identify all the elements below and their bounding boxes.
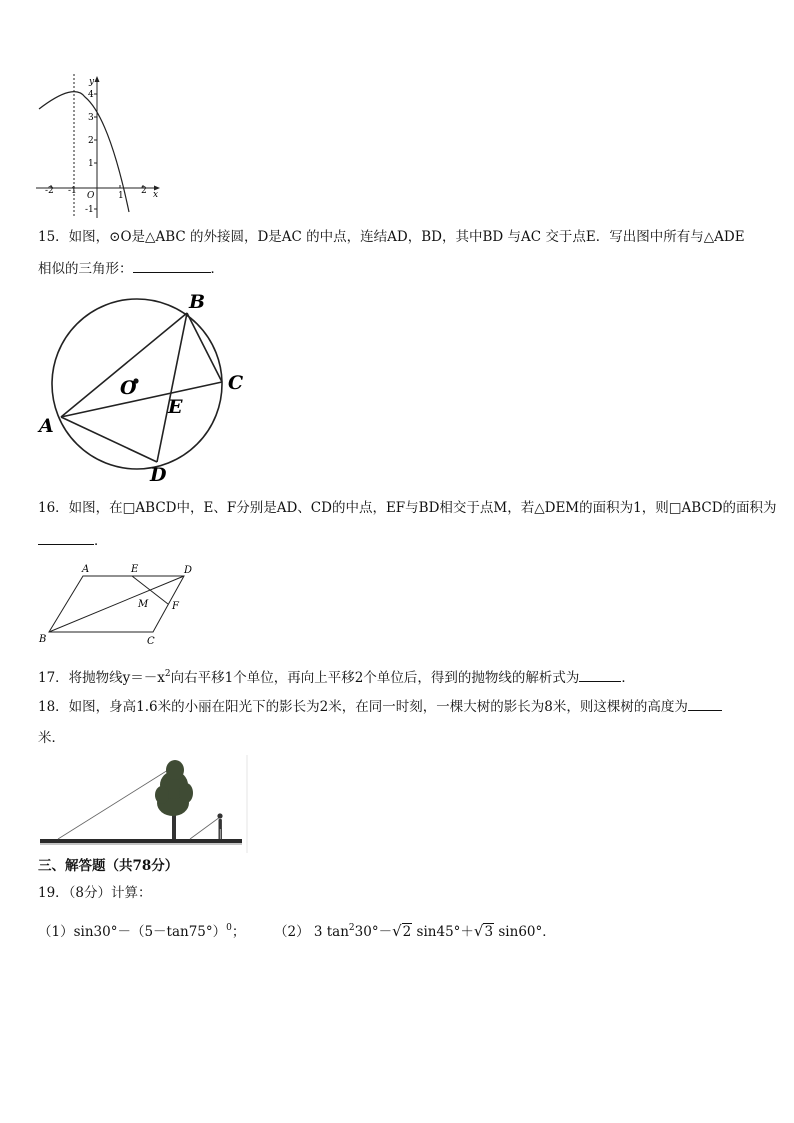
- label-D: D: [184, 565, 193, 576]
- q19-part2: （2） 3 tan: [273, 924, 349, 940]
- y-tick-1: 1: [88, 159, 94, 169]
- x-tick-neg1: -1: [68, 186, 77, 196]
- label-C: C: [228, 372, 244, 394]
- x-tick-2: 2: [141, 186, 147, 196]
- q16-line2: ．: [38, 531, 108, 550]
- label-D: D: [150, 464, 167, 486]
- q15-answer-blank[interactable]: [133, 259, 211, 273]
- q16-answer-blank[interactable]: [38, 531, 94, 545]
- label-B: B: [189, 291, 206, 313]
- y-label: y: [89, 77, 95, 87]
- y-axis-arrow: [95, 76, 100, 82]
- q15-line1: 15．如图，⊙O是△ABC 的外接圆，D是AC 的中点，连结AD，BD，其中BD 与AC 交于点E．写出图中所有与△ADE: [38, 229, 745, 245]
- q18-line2: 米．: [38, 730, 65, 746]
- parallelogram-diagram: [36, 560, 201, 650]
- tree-shadow-picture: [38, 755, 248, 853]
- label-B: B: [39, 634, 47, 645]
- label-F: F: [172, 601, 179, 612]
- circle-diagram: [36, 286, 251, 486]
- q17-answer-blank[interactable]: [579, 668, 621, 682]
- q16-line1: 16．如图，在□ABCD中，E、F分别是AD、CD的中点，EF与BD相交于点M，若△DEM的面积为1，则□ABCD的面积为: [38, 500, 777, 516]
- sqrt-symbol: √: [473, 922, 484, 940]
- q15-prompt: 相似的三角形：: [38, 261, 133, 277]
- y-tick-neg1: -1: [85, 205, 94, 215]
- sqrt2-radicand: 2: [402, 924, 412, 940]
- parabola-graph: [36, 72, 164, 220]
- ground: [40, 839, 242, 843]
- y-tick-3: 3: [88, 113, 94, 123]
- q18-answer-blank[interactable]: [688, 697, 722, 711]
- y-tick-2: 2: [88, 136, 94, 146]
- label-A: A: [39, 415, 54, 437]
- q18-line1: 18．如图，身高1.6米的小丽在阳光下的影长为2米，在同一时刻，一棵大树的影长为8米，则这棵树的高度为: [38, 697, 722, 716]
- label-O: O: [120, 377, 137, 399]
- section-title: 三、解答题（共78分）: [38, 858, 179, 874]
- q19-part1: （1）sin30°－（5－tan75°）: [38, 924, 227, 940]
- label-A: A: [82, 564, 90, 575]
- label-C: C: [147, 636, 155, 647]
- label-E: E: [131, 564, 139, 575]
- label-E: E: [168, 396, 183, 418]
- q15-line2: 相似的三角形： ．: [38, 261, 224, 277]
- x-label: x: [153, 190, 159, 200]
- circumcircle: [52, 299, 222, 469]
- x-tick-neg2: -2: [45, 186, 54, 196]
- origin-label: O: [87, 191, 95, 201]
- q19-title: 19．（8分）计算：: [38, 885, 152, 901]
- y-tick-4: 4: [88, 90, 94, 100]
- q19-parts: $(1)\sin 30^\circ-(5-\tan 75^\circ)^0$； （2） 3 $\tan^230^\circ-√2$ sin45°＋√3 sin60°．: [38, 922, 556, 940]
- q17-line: 17．将抛物线$y=-x^2$向右平移1个单位，再向上平移2个单位后，得到的抛物线的解析式为 ．: [38, 669, 635, 686]
- label-M: M: [138, 599, 149, 610]
- sqrt3-radicand: 3: [484, 924, 494, 940]
- sqrt-symbol: √: [392, 922, 402, 940]
- x-tick-1: 1: [118, 191, 124, 201]
